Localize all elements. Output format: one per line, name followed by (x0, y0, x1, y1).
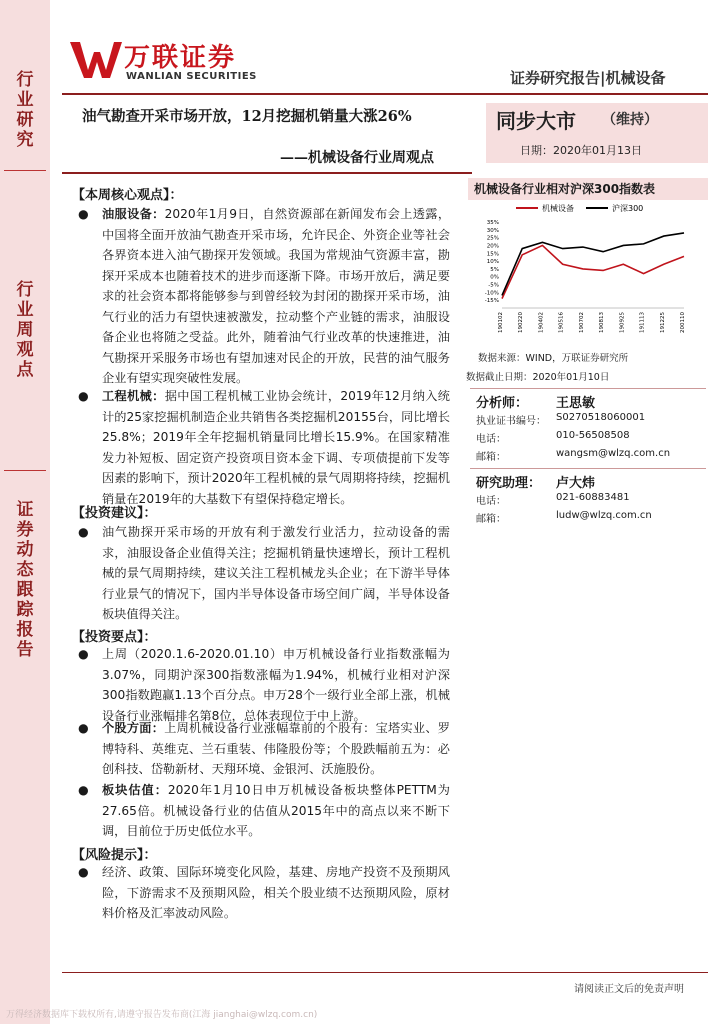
bullet-text: 2020年1月9日，自然资源部在新闻发布会上透露，中国将全面开放油气勘查开采市场，允许民企、外资企业等社会各界资本进入油气勘探开发领域。我国为常规油气资源丰富，勘探开采成本也随着技术的进步而逐渐下降。市场开放后，满足要求的社会资本都将能够参与到曾经较为封闭的勘探开采市场，油气行业的活力有望快速被激发，拉动整个产业链的需求，油服设备企业也将随之受益。此外，随着油气行业改革的快速推进，油气勘探开采服务市场也有望加速对民企的开放，民营的油气服务企业有望实现突破性发展。 (102, 207, 451, 385)
chart-source: 数据来源：WIND，万联证券研究所 (478, 353, 629, 364)
bullet-text: 2020年1月10日申万机械设备板块整体PETTM为27.65倍。机械设备行业的估值从2015年中的高点以来不断下调，目前位于历史低位水平。 (102, 783, 450, 838)
y-tick-label: 20% (486, 243, 499, 250)
footer-watermark: 万得经济数据库下载权所有,请遵守报告发布商(江海 jianghai@wlzq.com.cn) (6, 1010, 318, 1020)
section-head-risk: 【风险提示】： (72, 848, 157, 863)
chart-title: 机械设备行业相对沪深300指数表 (468, 178, 708, 200)
x-tick-label: 191225 (659, 312, 666, 333)
footer-divider (62, 972, 708, 973)
x-tick-label: 191113 (639, 312, 646, 333)
section-head-advice: 【投资建议】： (72, 506, 157, 521)
divider (470, 388, 706, 389)
y-axis (485, 220, 684, 308)
points-bullet-weekly (78, 644, 450, 726)
rating-note: （维持） (602, 112, 658, 128)
logo-text-en: WANLIAN SECURITIES (126, 71, 257, 82)
report-date: 日期：2020年01月13日 (520, 144, 642, 157)
sidebar-char: 报 (16, 620, 34, 640)
sidebar-char: 证 (16, 500, 34, 520)
x-tick-label: 190702 (578, 312, 585, 333)
bullet-key: 板块估值： (102, 783, 168, 797)
email-value[interactable]: ludw@wlzq.com.cn (556, 510, 652, 521)
y-tick-label: 5% (490, 266, 499, 273)
bullet-text: 上周（2020.1.6-2020.01.10）申万机械设备行业指数涨幅为3.07%，同期沪深300指数涨幅为1.94%，机械行业相对沪深300指数跑赢1.13个百分点。申万28个一级行业全部上涨，机械设备行业涨幅排名第8位，总体表现位于中上游。 (102, 647, 450, 723)
legend-label: 机械设备 (542, 204, 574, 213)
report-title: 油气勘查开采市场开放，12月挖掘机销量大涨26% (82, 108, 412, 125)
bullet-icon: ● (78, 525, 89, 539)
sidebar-divider (4, 470, 46, 471)
bullet-text: 油气勘探开采市场的开放有利于激发行业活力，拉动设备的需求，油服设备企业值得关注；挖掘机销量快速增长，预计工程机械的景气周期持续，建议关注工程机械龙头企业；在下游半导体行业景气的情况下，国内半导体设备市场空间广阔，半导体设备板块值得关注。 (102, 525, 450, 621)
chart-legend (516, 203, 643, 213)
advice-bullet (78, 522, 450, 625)
report-subtitle: ——机械设备行业周观点 (280, 150, 434, 166)
sidebar-block-weekly-view (0, 280, 50, 380)
cert-value: S0270518060001 (556, 412, 646, 423)
bullet-icon: ● (78, 647, 89, 661)
y-tick-label: 15% (486, 251, 499, 258)
series-line (502, 245, 684, 298)
sidebar-char: 业 (16, 300, 34, 320)
sidebar-char: 行 (16, 280, 34, 300)
x-tick-label: 190402 (538, 312, 545, 333)
logo-text-cn: 万联证券 (124, 43, 237, 73)
email-label: 邮箱： (476, 514, 506, 525)
data-cutoff-date: 数据截止日期：2020年01月10日 (466, 372, 610, 383)
bullet-icon: ● (78, 389, 89, 403)
y-tick-label: 35% (486, 220, 499, 226)
section-head-points: 【投资要点】： (72, 630, 157, 645)
bullet-text: 经济、政策、国际环境变化风险，基建、房地产投资不及预期风险，下游需求不及预期风险，相关个股业绩不达预期风险，原材料价格及汇率波动风险。 (102, 865, 450, 920)
chart-lines (502, 233, 684, 299)
divider (470, 468, 706, 469)
phone-label: 电话： (476, 434, 506, 445)
core-bullet-oil (78, 204, 450, 389)
bullet-key: 个股方面： (102, 721, 165, 735)
y-tick-label: -10% (484, 290, 499, 297)
y-tick-label: -5% (488, 282, 499, 289)
sidebar-char: 业 (16, 90, 34, 110)
bullet-icon: ● (78, 783, 89, 797)
header-divider (62, 93, 708, 95)
sidebar-char: 点 (16, 360, 34, 380)
x-axis (498, 312, 686, 333)
disclaimer-note: 请阅读正文后的免责声明 (574, 984, 684, 995)
x-tick-label: 190813 (599, 312, 606, 333)
sidebar-char: 告 (16, 640, 34, 660)
y-tick-label: 10% (486, 259, 499, 266)
bullet-icon: ● (78, 865, 89, 879)
title-divider (62, 172, 472, 174)
phone-value: 021-60883481 (556, 492, 630, 503)
x-tick-label: 190925 (619, 312, 626, 333)
phone-value: 010-56508508 (556, 430, 630, 441)
x-tick-label: 200110 (680, 312, 686, 333)
bullet-text: 据中国工程机械工业协会统计，2019年12月纳入统计的25家挖掘机制造企业共销售各类挖掘机20155台，同比增长25.8%；2019年全年挖掘机销量同比增长15.9%。在国家精准发力补短板、固定资产投资项目资本金下调、专项债提前下发等因素的影响下，预计2020年工程机械的景气周期将持续，挖掘机销量在2019年的大基数下有望保持稳定增长。 (102, 389, 450, 506)
bullet-text: 上周机械设备行业涨幅靠前的个股有：宝塔实业、罗博特科、英维克、兰石重装、伟隆股份等；个股跌幅前五为：必创科技、岱勒新材、天翔环境、金银河、沃施股份。 (102, 721, 450, 776)
sidebar-block-industry-research (0, 70, 50, 150)
bullet-key: 油服设备： (102, 207, 165, 221)
sidebar-divider (4, 170, 46, 171)
y-tick-label: 0% (490, 274, 499, 281)
y-tick-label: -15% (484, 298, 499, 305)
series-line (502, 233, 684, 296)
email-label: 邮箱： (476, 452, 506, 463)
y-tick-label: 30% (486, 227, 499, 234)
legend-label: 沪深300 (612, 204, 644, 213)
relative-index-chart (470, 200, 706, 340)
x-tick-label: 190516 (558, 312, 565, 333)
wanlian-logo-icon (70, 40, 122, 80)
assistant-label: 研究助理： (476, 476, 542, 491)
section-head-core: 【本周核心观点】： (72, 188, 183, 203)
sidebar-char: 态 (16, 560, 34, 580)
sidebar-char: 跟 (16, 580, 34, 600)
bullet-icon: ● (78, 721, 89, 735)
points-bullet-stocks (78, 718, 450, 780)
rating-value: 同步大市 (496, 109, 576, 133)
sidebar-block-tracking-report (0, 500, 50, 660)
y-tick-label: 25% (486, 235, 499, 242)
phone-label: 电话： (476, 496, 506, 507)
analyst-label: 分析师： (476, 396, 529, 411)
points-bullet-valuation (78, 780, 450, 842)
bullet-key: 工程机械： (102, 389, 165, 403)
email-value[interactable]: wangsm@wlzq.com.cn (556, 448, 671, 459)
sidebar (0, 0, 50, 1024)
sidebar-char: 研 (16, 110, 34, 130)
cert-label: 执业证书编号： (476, 416, 546, 427)
assistant-name: 卢大炜 (556, 476, 596, 491)
sidebar-char: 究 (16, 130, 34, 150)
analyst-name: 王思敏 (556, 396, 596, 411)
report-category: 证券研究报告|机械设备 (510, 69, 666, 87)
sidebar-char: 周 (16, 320, 34, 340)
sidebar-char: 行 (16, 70, 34, 90)
bullet-icon: ● (78, 207, 89, 221)
sidebar-char: 踪 (16, 600, 34, 620)
x-tick-label: 190102 (498, 312, 504, 333)
sidebar-char: 动 (16, 540, 34, 560)
sidebar-char: 观 (16, 340, 34, 360)
core-bullet-machinery (78, 386, 450, 509)
risk-bullet (78, 862, 450, 924)
x-tick-label: 190220 (518, 312, 525, 333)
sidebar-char: 券 (16, 520, 34, 540)
